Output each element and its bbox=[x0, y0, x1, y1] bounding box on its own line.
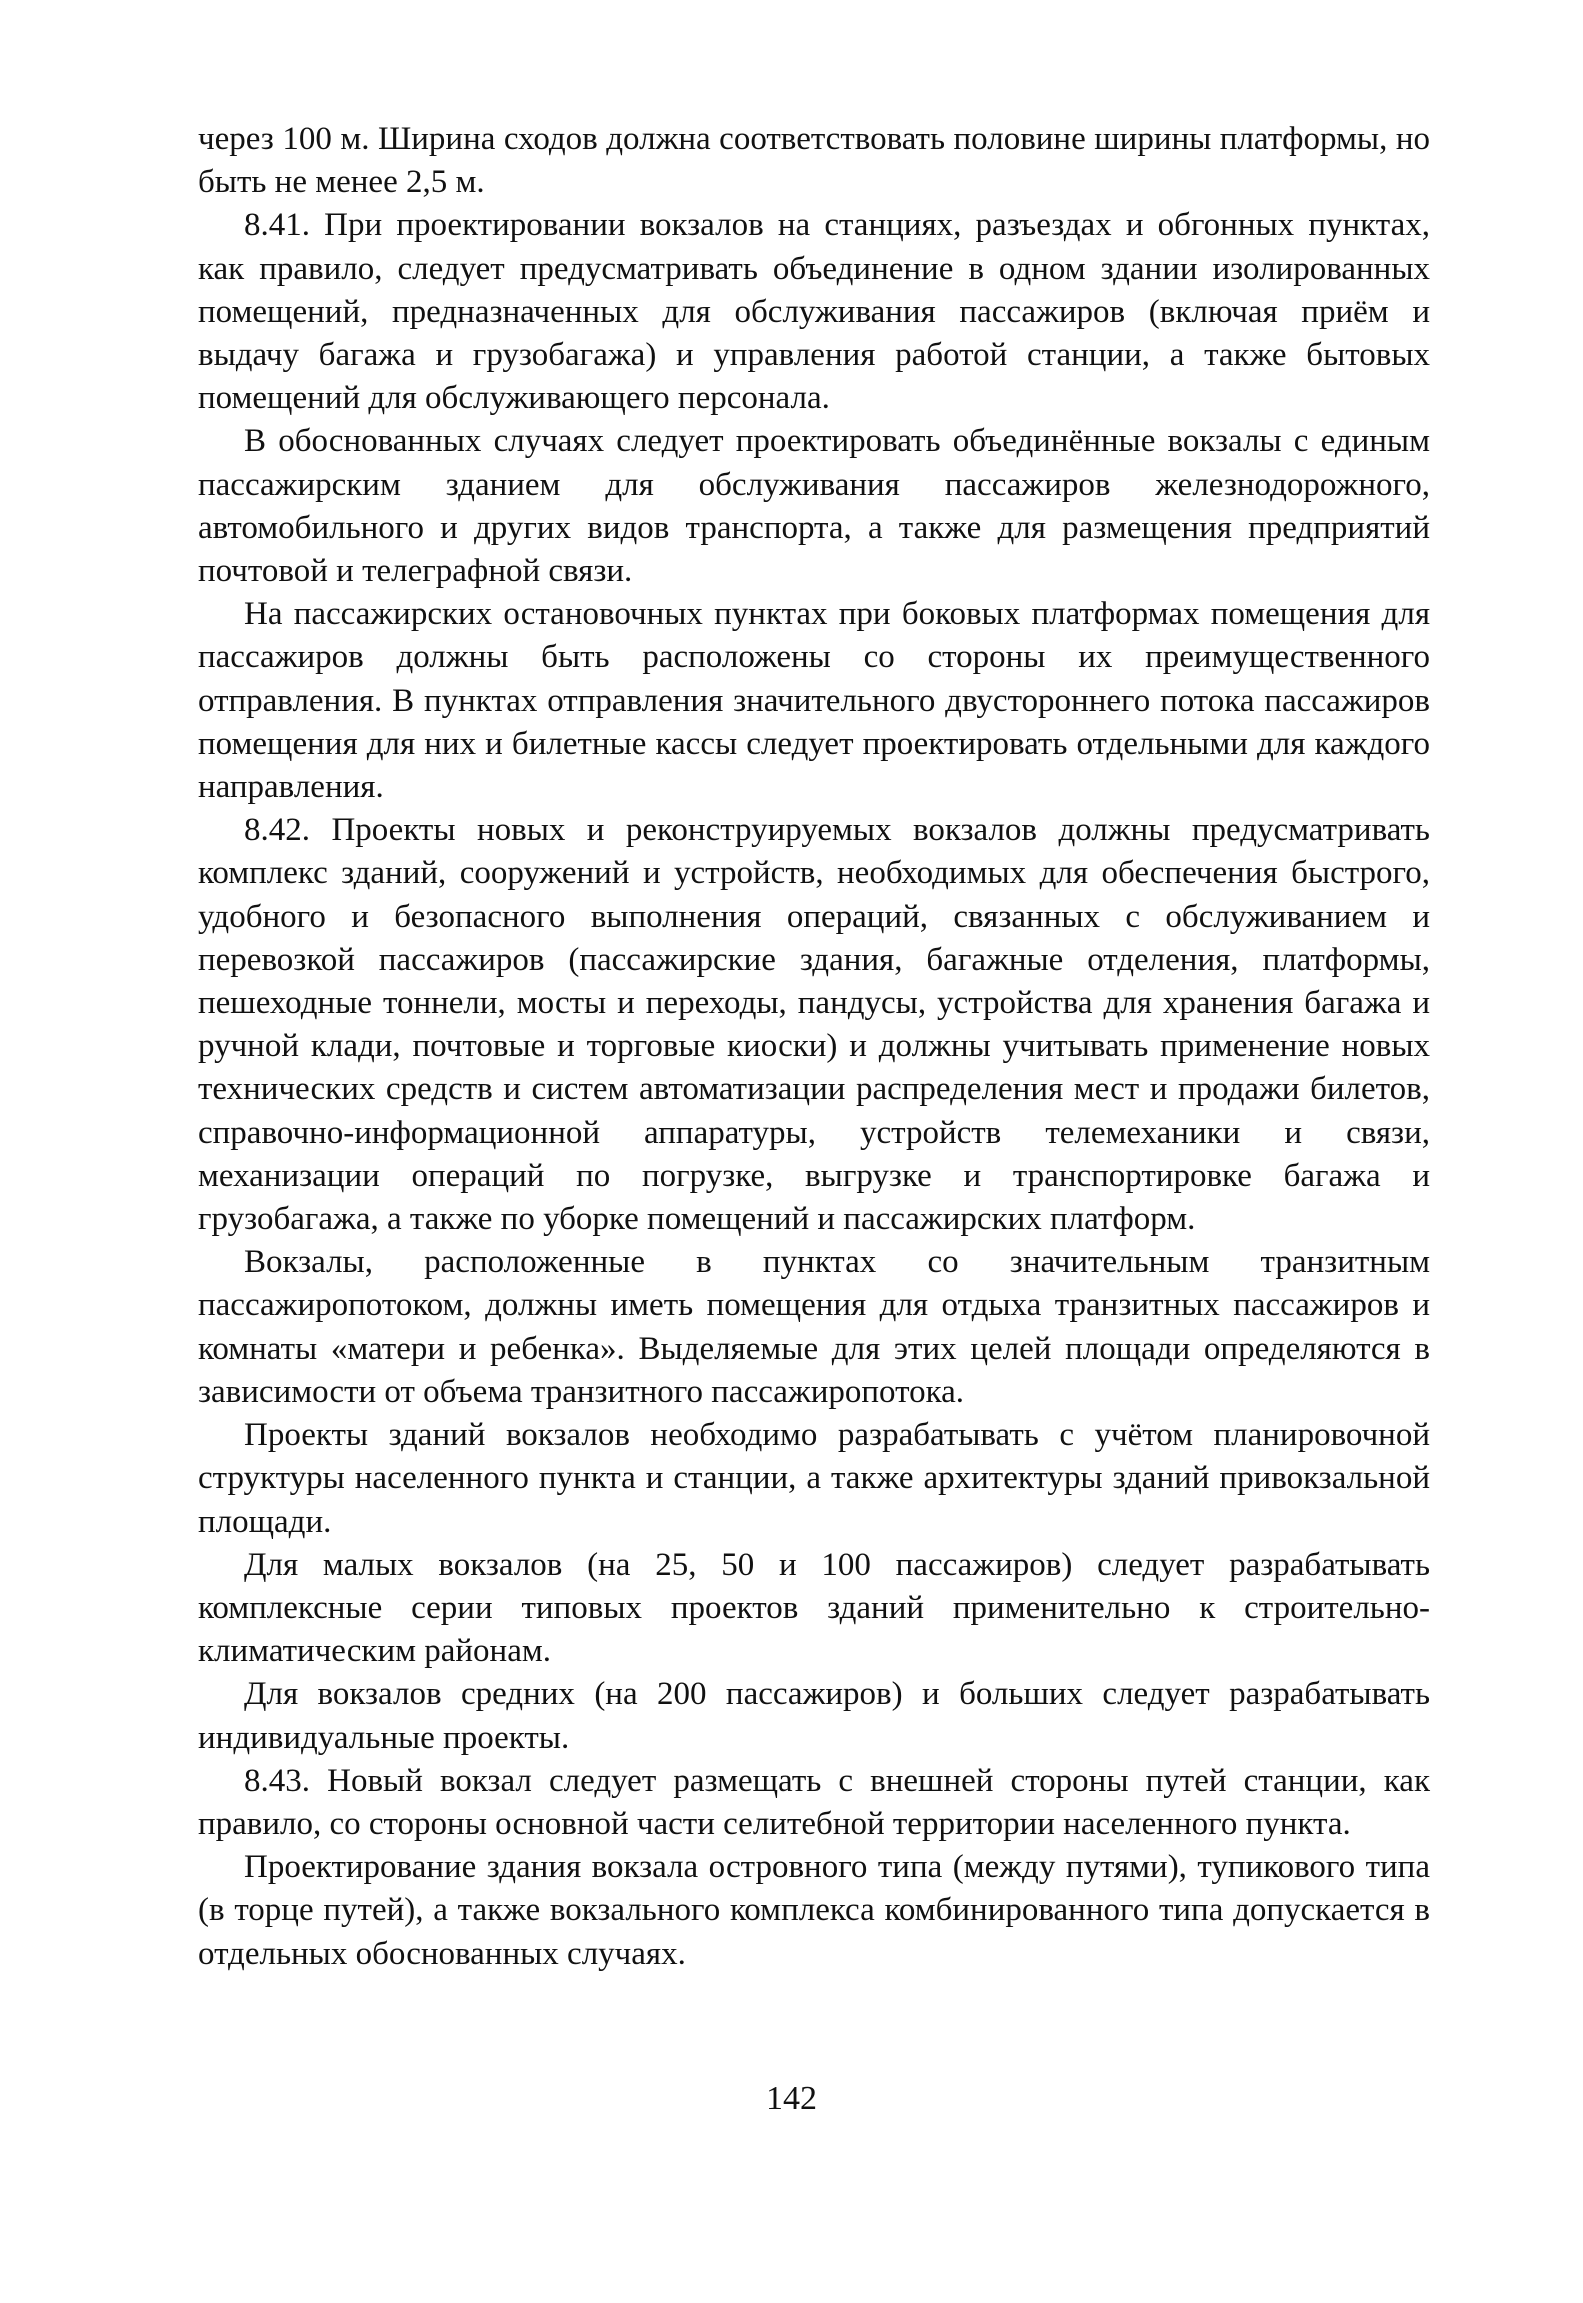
body-text bbox=[198, 118, 1430, 1976]
page-number: 142 bbox=[766, 2080, 817, 2117]
paragraph-8-41: 8.41. При проектировании вокзалов на станциях, разъездах и обгонных пунктах, как правило, следует предусматривать объединение в одном здании изолированных помещений, предназначенных для обслуживания пассажиров (включая приём и выдачу багажа и грузобагажа) и управления работой станции, а также бытовых помещений для обслуживающего персонала. bbox=[198, 207, 1430, 417]
paragraph: Вокзалы, расположенные в пунктах со значительным транзитным пассажиропотоком, должны иметь помещения для отдыха транзитных пассажиров и комнаты «матери и ребенка». Выделяемые для этих целей площади определяются в зависимости от объема транзитного пассажиропотока. bbox=[198, 1244, 1430, 1410]
paragraph: Проекты зданий вокзалов необходимо разрабатывать с учётом планировочной структуры населенного пункта и станции, а также архитектуры зданий привокзальной площади. bbox=[198, 1417, 1430, 1540]
paragraph: В обоснованных случаях следует проектировать объединённые вокзалы с единым пассажирским зданием для обслуживания пассажиров железнодорожного, автомобильного и других видов транспорта, а также для размещения предприятий почтовой и телеграфной связи. bbox=[198, 423, 1430, 590]
paragraph-8-42: 8.42. Проекты новых и реконструируемых вокзалов должны предусматривать комплекс зданий, сооружений и устройств, необходимых для обеспечения быстрого, удобного и безопасного выполнения операций, связанных с обслуживанием и перевозкой пассажиров (пассажирские здания, багажные отделения, платформы, пешеходные тоннели, мосты и переходы, пандусы, устройства для хранения багажа и ручной клади, почтовые и торговые киоски) и должны учитывать применение новых технических средств и систем автоматизации распределения мест и продажи билетов, справочно-информационной аппаратуры, устройств телемеханики и связи, механизации операций по погрузке, выгрузке и транспортировке багажа и грузобагажа, а также по уборке помещений и пассажирских платформ. bbox=[198, 812, 1430, 1238]
paragraph: Для малых вокзалов (на 25, 50 и 100 пассажиров) следует разрабатывать комплексные серии типовых проектов зданий применительно к строительно-климатическим районам. bbox=[198, 1546, 1430, 1670]
paragraph-continuation: через 100 м. Ширина сходов должна соответствовать половине ширины платформы, но быть не менее 2,5 м. bbox=[198, 121, 1430, 201]
paragraph-8-43: 8.43. Новый вокзал следует размещать с внешней стороны путей станции, как правило, со стороны основной части селитебной территории населенного пункта. bbox=[198, 1762, 1430, 1842]
paragraph: Проектирование здания вокзала островного типа (между путями), тупикового типа (в торце путей), а также вокзального комплекса комбинированного типа допускается в отдельных обоснованных случаях. bbox=[198, 1849, 1430, 1972]
paragraph: Для вокзалов средних (на 200 пассажиров) и больших следует разрабатывать индивидуальные проекты. bbox=[198, 1676, 1430, 1756]
paragraph: На пассажирских остановочных пунктах при боковых платформах помещения для пассажиров должны быть расположены со стороны их преимущественного отправления. В пунктах отправления значительного двустороннего потока пассажиров помещения для них и билетные кассы следует проектировать отдельными для каждого направления. bbox=[198, 596, 1430, 806]
